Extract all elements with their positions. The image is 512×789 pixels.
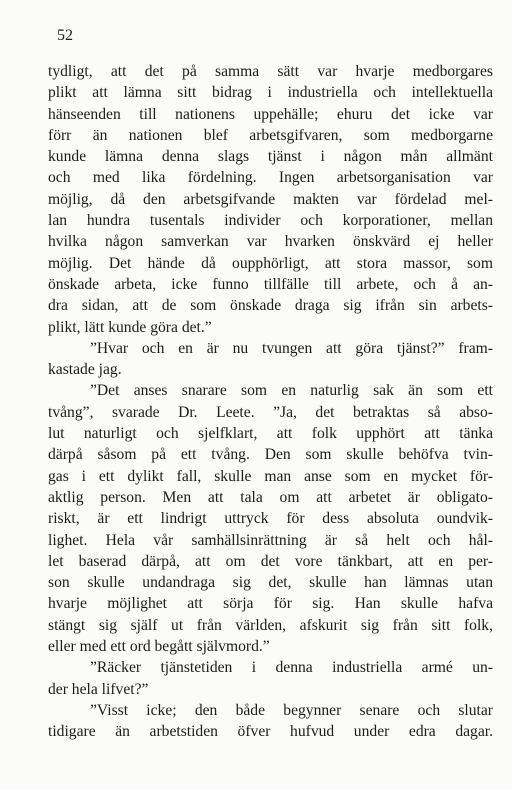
text-line: lan hundra tusentals individer och korporationer, mellan bbox=[48, 212, 493, 230]
text-line: plikt, lätt kunde göra det.” bbox=[48, 318, 212, 336]
text-line: lut naturligt och sjelfklart, att folk upphört att tänka bbox=[48, 425, 493, 443]
text-line: stängt sig själf ut från världen, afskurit sig från sitt folk, bbox=[48, 616, 493, 634]
text-line: hänseenden till nationens uppehälle; ehuru det icke var bbox=[48, 105, 493, 123]
text-line: möjlig. Det hände då oupphörligt, att stora massor, som bbox=[48, 254, 493, 272]
text-line: riskt, är ett lindrigt uttryck för dess absoluta oundvik- bbox=[48, 510, 493, 528]
text-line: tvång”, svarade Dr. Leete. ”Ja, det betraktas så abso- bbox=[48, 403, 493, 421]
text-line: son skulle undandraga sig det, skulle han lämnas utan bbox=[48, 574, 493, 592]
text-line: möjlig, då den arbetsgifvande makten var fördelad mel- bbox=[48, 190, 493, 208]
text-line: eller med ett ord begått självmord.” bbox=[48, 638, 270, 656]
text-line: ”Räcker tjänstetiden i denna industriella armé un- bbox=[90, 659, 493, 677]
text-line: kunde lämna denna slags tjänst i någon mån allmänt bbox=[48, 148, 493, 166]
text-line: hvarje möjlighet att sörja för sig. Han skulle hafva bbox=[48, 595, 493, 613]
text-line: ”Visst icke; den både begynner senare och slutar bbox=[90, 701, 493, 719]
text-line: let baserad därpå, att om det vore tänkbart, att en per- bbox=[48, 552, 493, 570]
body-text bbox=[48, 61, 493, 743]
text-line: tydligt, att det på samma sätt var hvarje medborgares bbox=[48, 63, 493, 80]
text-line: dra sidan, att de som önskade draga sig ifrån sin arbets- bbox=[48, 297, 493, 315]
text-line: förr än nationen blef arbetsgifvaren, som medborgarne bbox=[48, 126, 493, 144]
text-line: der hela lifvet?” bbox=[48, 680, 149, 698]
text-line: lighet. Hela vår samhällsinrättning är så helt och hål- bbox=[48, 531, 493, 549]
text-line: tidigare än arbetstiden öfver hufvud under edra dagar. bbox=[48, 723, 493, 741]
text-line: därpå såsom på ett tvång. Den som skulle behöfva tvin- bbox=[48, 446, 493, 464]
text-line: gas i ett dylikt fall, skulle man anse som en mycket för- bbox=[48, 467, 493, 485]
text-line: och med lika fördelning. Ingen arbetsorganisation var bbox=[48, 169, 493, 187]
text-line: aktlig person. Men att tala om att arbetet är obligato- bbox=[48, 488, 493, 506]
text-line: plikt att lämna sitt bidrag i industriella och intellektuella bbox=[48, 84, 493, 102]
text-line: ”Det anses snarare som en naturlig sak än som ett bbox=[90, 382, 493, 400]
text-line: kastade jag. bbox=[48, 361, 122, 379]
text-line: hvilka någon samverkan var hvarken önskvärd ej heller bbox=[48, 233, 493, 251]
page-number: 52 bbox=[57, 27, 73, 44]
text-line: önskade arbeta, icke funno tillfälle till arbete, och å an- bbox=[48, 275, 493, 293]
text-line: ”Hvar och en är nu tvungen att göra tjänst?” fram- bbox=[90, 339, 493, 357]
